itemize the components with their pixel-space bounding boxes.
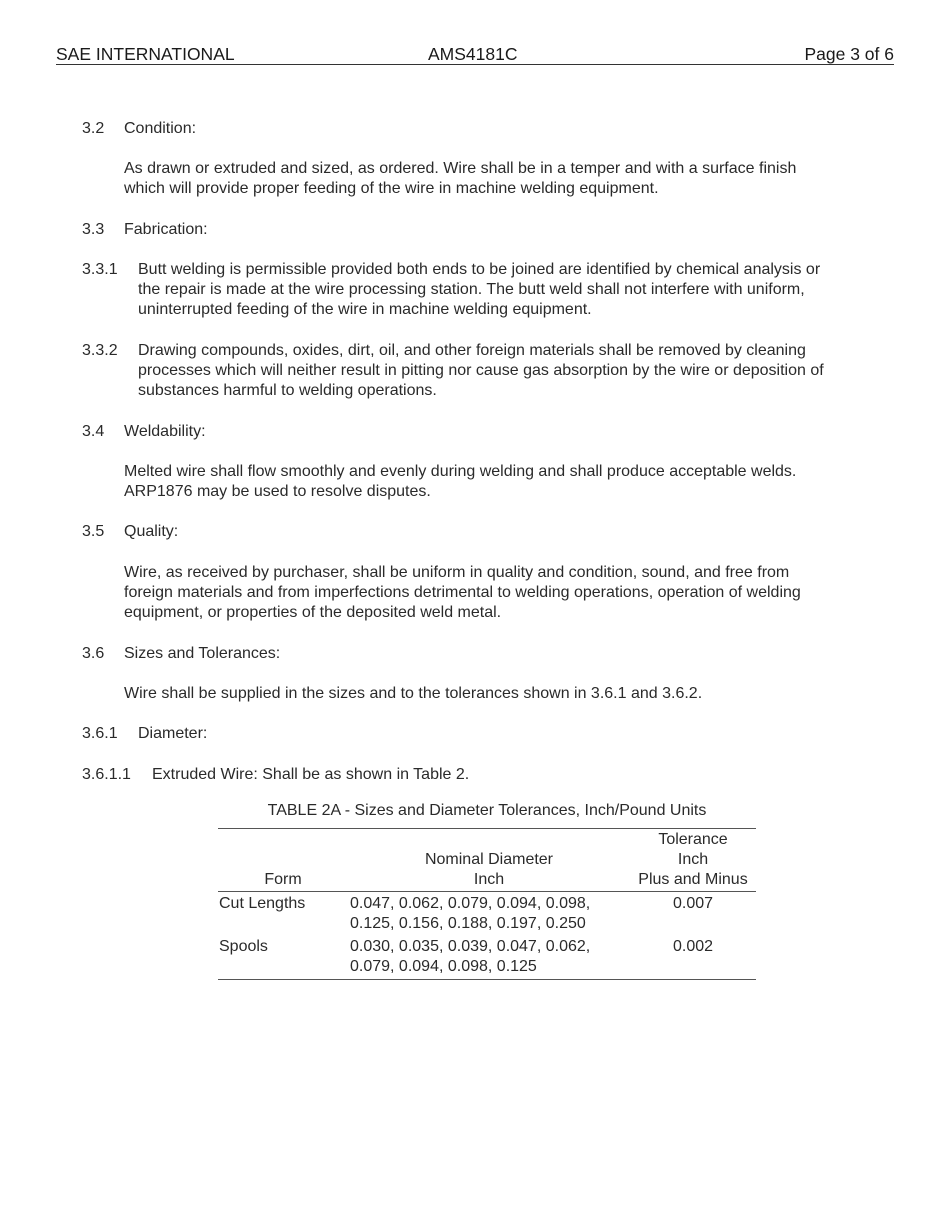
header-page-number: Page 3 of 6 (804, 44, 894, 64)
section-heading-quality: Quality: (124, 523, 179, 540)
section-heading-sizes: Sizes and Tolerances: (124, 645, 281, 662)
section-heading-diameter: Diameter: (138, 725, 208, 742)
paragraph-line: which will provide proper feeding of the wire in machine welding equipment. (124, 180, 659, 197)
header-diameter: Nominal Diameter (424, 851, 554, 868)
section-number: 3.5 (82, 523, 105, 540)
section-heading-weldability: Weldability: (124, 423, 206, 440)
cell-form: Spools (219, 938, 268, 955)
header-diameter-unit: Inch (473, 871, 505, 888)
paragraph-line: Melted wire shall flow smoothly and evenly during welding and shall produce acceptable welds. (124, 463, 797, 480)
paragraph-line: foreign materials and from imperfections detrimental to welding operations, operation of welding (124, 584, 801, 601)
section-heading-fabrication: Fabrication: (124, 221, 208, 238)
cell-diameters: 0.125, 0.156, 0.188, 0.197, 0.250 (350, 915, 586, 932)
table-top-rule (218, 828, 756, 829)
table-caption: TABLE 2A - Sizes and Diameter Tolerances, Inch/Pound Units (267, 802, 707, 819)
section-heading-condition: Condition: (124, 120, 197, 137)
header-form: Form (264, 871, 302, 888)
cell-tolerance: 0.002 (672, 938, 714, 955)
header-doc-id: AMS4181C (428, 44, 518, 64)
section-number: 3.3 (82, 221, 105, 238)
section-number: 3.2 (82, 120, 105, 137)
page-header (56, 44, 894, 65)
header-tolerance-sign: Plus and Minus (638, 871, 748, 888)
cell-tolerance: 0.007 (672, 895, 714, 912)
table-header-rule (218, 891, 756, 892)
cell-diameters: 0.047, 0.062, 0.079, 0.094, 0.098, (350, 895, 591, 912)
section-number: 3.3.2 (82, 342, 118, 359)
header-tolerance: Tolerance (658, 831, 728, 848)
section-number: 3.6.1 (82, 725, 118, 742)
cell-form: Cut Lengths (219, 895, 306, 912)
paragraph-line: the repair is made at the wire processing station. The butt weld shall not interfere with uniform, (138, 281, 805, 298)
paragraph-line: equipment, or properties of the deposited weld metal. (124, 604, 502, 621)
header-tolerance-unit: Inch (677, 851, 709, 868)
paragraph-line: substances harmful to welding operations. (138, 382, 437, 399)
section-number: 3.3.1 (82, 261, 118, 278)
paragraph-line: Extruded Wire: Shall be as shown in Table 2. (152, 766, 470, 783)
section-number: 3.4 (82, 423, 105, 440)
paragraph-line: ARP1876 may be used to resolve disputes. (124, 483, 431, 500)
paragraph-line: Wire, as received by purchaser, shall be uniform in quality and condition, sound, and free from (124, 564, 790, 581)
paragraph-line: As drawn or extruded and sized, as ordered. Wire shall be in a temper and with a surface finish (124, 160, 797, 177)
paragraph-line: processes which will neither result in pitting nor cause gas absorption by the wire or deposition of (138, 362, 824, 379)
section-number: 3.6.1.1 (82, 766, 131, 783)
paragraph-line: uninterrupted feeding of the wire in machine welding equipment. (138, 301, 592, 318)
paragraph-line: Wire shall be supplied in the sizes and to the tolerances shown in 3.6.1 and 3.6.2. (124, 685, 703, 702)
header-org: SAE INTERNATIONAL (56, 44, 235, 64)
table-bottom-rule (218, 979, 756, 980)
cell-diameters: 0.030, 0.035, 0.039, 0.047, 0.062, (350, 938, 591, 955)
section-number: 3.6 (82, 645, 105, 662)
paragraph-line: Butt welding is permissible provided both ends to be joined are identified by chemical analysis or (138, 261, 821, 278)
paragraph-line: Drawing compounds, oxides, dirt, oil, and other foreign materials shall be removed by cleaning (138, 342, 806, 359)
cell-diameters: 0.079, 0.094, 0.098, 0.125 (350, 958, 537, 975)
